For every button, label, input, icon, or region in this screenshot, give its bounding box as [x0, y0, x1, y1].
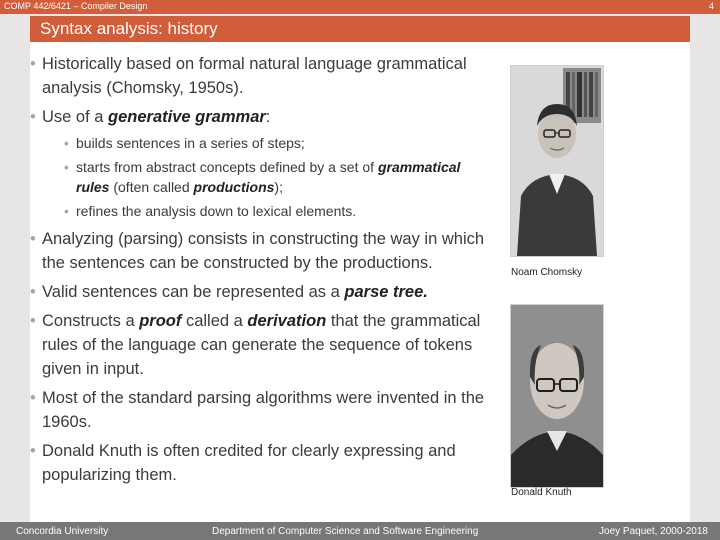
- emphasis-text: grammatical rules: [76, 159, 461, 195]
- bullet-text: that the grammatical rules of the language can generate the sequence of tokens given in input.: [42, 312, 481, 378]
- footer-department: Department of Computer Science and Software Engineering: [212, 526, 479, 537]
- bullet-dot: •: [64, 135, 69, 151]
- bullet-item: [30, 105, 490, 129]
- bullet-item: [30, 439, 490, 487]
- bullet-text: builds sentences in a series of steps;: [76, 135, 305, 151]
- sub-bullet-item: [30, 157, 490, 197]
- bullet-dot: •: [30, 389, 36, 407]
- bullet-text: (often called: [109, 179, 194, 195]
- emphasis-text: derivation: [247, 312, 327, 330]
- bullet-dot: •: [64, 159, 69, 175]
- footer-author: Joey Paquet, 2000-2018: [599, 526, 708, 537]
- sub-bullet-list: [30, 133, 490, 221]
- bullet-text: );: [274, 179, 283, 195]
- sub-bullet-item: [30, 133, 490, 153]
- course-code: COMP 442/6421 – Compiler Design: [4, 1, 148, 11]
- bullet-text: Constructs a: [42, 312, 140, 330]
- bullet-item: [30, 227, 490, 275]
- sub-bullet-item: [30, 201, 490, 221]
- bullet-text: Valid sentences can be represented as a: [42, 283, 345, 301]
- chomsky-photo: [510, 65, 604, 257]
- header-bar: [0, 0, 720, 14]
- knuth-photo: [510, 304, 604, 488]
- footer-bar: [0, 522, 720, 540]
- bullet-text: starts from abstract concepts defined by a set of: [76, 159, 378, 175]
- bullet-dot: •: [64, 203, 69, 219]
- bullet-item: [30, 280, 490, 304]
- bullet-text: Most of the standard parsing algorithms were invented in the 1960s.: [42, 389, 485, 431]
- bullet-text: Donald Knuth is often credited for clearly expressing and popularizing them.: [42, 442, 456, 484]
- bullet-text: refines the analysis down to lexical elements.: [76, 203, 357, 219]
- bullet-text: Use of a: [42, 108, 109, 126]
- bullet-dot: •: [30, 55, 36, 73]
- footer-university: Concordia University: [16, 526, 109, 537]
- bullet-text: Analyzing (parsing) consists in constructing the way in which the sentences can be constructed by the productions.: [42, 230, 485, 272]
- emphasis-text: proof: [139, 312, 182, 330]
- slide-title: Syntax analysis: history: [40, 19, 218, 38]
- bullet-dot: •: [30, 108, 36, 126]
- bullet-item: [30, 52, 490, 100]
- bullet-dot: •: [30, 230, 36, 248]
- chomsky-portrait-image: [511, 66, 603, 256]
- emphasis-text: parse tree.: [344, 283, 428, 301]
- title-band: [30, 16, 690, 42]
- bullet-text: Historically based on formal natural language grammatical analysis (Chomsky, 1950s).: [42, 55, 467, 97]
- bullet-text: called a: [181, 312, 248, 330]
- bullet-dot: •: [30, 312, 36, 330]
- bullet-dot: •: [30, 283, 36, 301]
- knuth-caption: Donald Knuth: [511, 487, 572, 498]
- bullet-item: [30, 386, 490, 434]
- bullet-item: [30, 309, 490, 381]
- emphasis-text: productions: [193, 179, 275, 195]
- page-number: 4: [708, 1, 714, 11]
- bullet-text: :: [265, 108, 271, 126]
- bullet-dot: •: [30, 442, 36, 460]
- bullet-list: [30, 52, 490, 487]
- knuth-portrait-image: [511, 305, 603, 487]
- chomsky-caption: Noam Chomsky: [511, 267, 583, 278]
- emphasis-text: generative grammar: [108, 108, 266, 126]
- content-area: [30, 42, 690, 522]
